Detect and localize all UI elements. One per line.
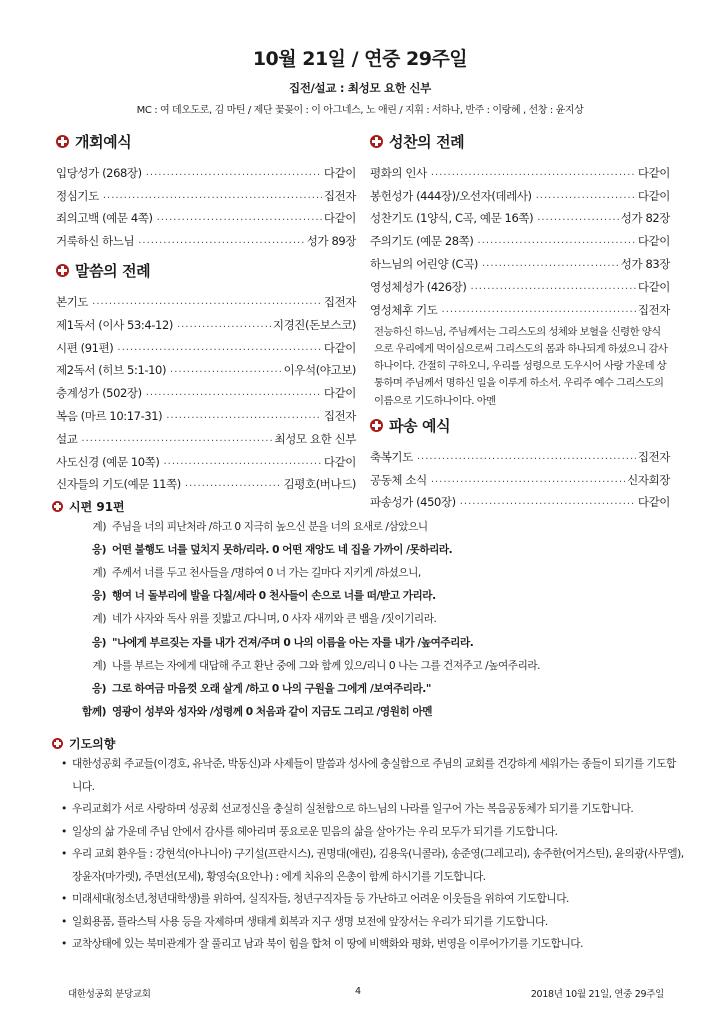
dot-leader <box>92 299 322 310</box>
order-item-label: 제1독서 (이사 53:4-12) <box>56 317 173 332</box>
order-row <box>370 442 670 465</box>
right-column <box>370 128 670 510</box>
order-row <box>56 470 356 493</box>
dot-leader <box>536 193 636 204</box>
order-item-value: 성가 83장 <box>620 256 670 271</box>
order-item-value: 성가 89장 <box>306 234 356 249</box>
section-eucharist <box>370 128 670 410</box>
cross-icon <box>370 419 383 432</box>
order-item-value: 집전자 <box>323 408 356 423</box>
order-list <box>56 287 356 492</box>
verse-speaker: 계) <box>92 567 106 580</box>
order-item-label: 정심기도 <box>56 188 99 203</box>
psalm-verse <box>76 654 676 677</box>
dot-leader <box>537 215 619 226</box>
order-row <box>370 226 670 249</box>
dot-leader <box>146 170 322 181</box>
verse-speaker: 응) <box>91 544 106 557</box>
prayer-item: • 대한성공회 주교들(이경호, 유낙준, 박동신)과 사제들이 말씀과 성사에 충실함으로 주님의 교회를 건강하게 세워가는 종들이 되기를 기도합니다. <box>62 753 684 798</box>
psalm-verse <box>76 584 676 607</box>
prayers-title: 기도의향 <box>69 737 116 751</box>
section-word <box>56 257 356 492</box>
verse-text: 네가 사자와 독사 위를 짓밟고 /다니며, 0 사자 새끼와 큰 뱀을 /짓이기리라. <box>112 613 437 626</box>
dot-leader <box>138 238 305 249</box>
verse-speaker: 함께) <box>82 705 106 718</box>
order-item-label: 입당성가 (268장) <box>56 165 142 180</box>
cross-icon <box>56 264 69 277</box>
section-title: 말씀의 전례 <box>75 261 151 280</box>
dot-leader <box>146 390 322 401</box>
order-row <box>56 204 356 227</box>
order-row <box>56 447 356 470</box>
order-row <box>370 272 670 295</box>
order-item-value: 다같이 <box>637 279 670 294</box>
order-item-label: 주의기도 (예문 28쪽) <box>370 234 474 249</box>
section-heading <box>56 257 356 283</box>
order-row <box>370 465 670 488</box>
ministers-line: MC : 여 데오도로, 김 마틴 / 제단 꽃꽂이 : 이 아그네스, 노 애린 / 지휘 : 서하나, 반주 : 이랑혜 , 선창 : 윤지상 <box>136 105 584 116</box>
post-communion-prayer: 전능하신 하느님, 주님께서는 그리스도의 성체와 보혈을 신령한 양식으로 우리에게 먹이심으로써 그리스도의 몸과 하나되게 하셨으니 감사하나이다. 간절히 구하오니, 우리를 성령으로 도우시어 사랑 가운데 상통하며 주님께서 명하신 일을 이루게 하소서. 우리주 예수 그리스도의 이름으로 기도하나이다. 아멘 <box>374 325 668 407</box>
order-item-label: 복음 (마르 10:17-31) <box>56 408 163 423</box>
psalm-verse <box>76 561 676 584</box>
cross-icon <box>52 738 63 749</box>
order-item-value: 다같이 <box>637 495 670 510</box>
order-item-value: 다같이 <box>637 165 670 180</box>
psalm-heading <box>52 498 125 515</box>
order-item-label: 거룩하신 하느님 <box>56 234 135 249</box>
order-item-value: 다같이 <box>323 386 356 401</box>
verse-text: 주님을 너의 피난처라 /하고 0 지극히 높으신 분을 너의 요새로 /삼았으니 <box>112 521 428 534</box>
psalm-verse <box>76 538 676 561</box>
order-item-label: 죄의고백 (예문 4쪽) <box>56 211 153 226</box>
prayers-heading <box>52 735 115 752</box>
section-dismissal <box>370 412 670 510</box>
verse-text: 나를 부르는 자에게 대답해 주고 환난 중에 그와 함께 있으/리니 0 나는 그를 건져주고 /높여주리라. <box>112 659 541 672</box>
section-title: 성찬의 전례 <box>389 132 465 151</box>
section-title: 파송 예식 <box>389 416 451 435</box>
order-row <box>56 226 356 249</box>
section-heading <box>56 128 356 154</box>
order-row <box>56 333 356 356</box>
section-heading <box>370 412 670 438</box>
order-item-value: 다같이 <box>323 165 356 180</box>
order-item-label: 시편 (91편) <box>56 340 114 355</box>
page-title: 10월 21일 / 연중 29주일 <box>252 48 468 70</box>
order-item-label: 봉헌성가 (444장)/오선자(데레사) <box>370 188 532 203</box>
footer-church: 대한성공회 분당교회 <box>68 989 151 1000</box>
dot-leader <box>442 307 636 318</box>
order-item-label: 평화의 인사 <box>370 165 427 180</box>
order-row <box>370 181 670 204</box>
dot-leader <box>117 345 321 356</box>
section-heading <box>370 128 670 154</box>
dot-leader <box>166 413 322 424</box>
order-item-label: 영성체성가 (426장) <box>370 279 467 294</box>
order-row <box>56 310 356 333</box>
order-item-label: 신자들의 기도(예문 11쪽) <box>56 477 181 492</box>
dot-leader <box>163 459 321 470</box>
dot-leader <box>157 215 322 226</box>
order-item-value: 지경진(돈보스코) <box>272 317 356 332</box>
verse-speaker: 계) <box>92 659 106 672</box>
order-row <box>370 249 670 272</box>
celebrant-line: 집전/설교 : 최성모 요한 신부 <box>289 81 431 95</box>
order-item-label: 영성체후 기도 <box>370 302 438 317</box>
verse-text: 행여 너 돌부리에 발을 다칠/세라 0 천사들이 손으로 너를 떠/받고 가리라. <box>112 590 436 603</box>
order-item-label: 성찬기도 (1양식, C곡, 예문 16쪽) <box>370 211 534 226</box>
footer-page-number: 4 <box>355 986 361 997</box>
verse-text: 주께서 너를 두고 천사들을 /명하여 0 너 가는 길마다 지키게 /하셨으니, <box>112 567 421 580</box>
order-row <box>56 356 356 379</box>
order-item-value: 성가 82장 <box>620 211 670 226</box>
cross-icon <box>370 135 383 148</box>
order-list <box>56 158 356 249</box>
prayer-intentions <box>62 753 684 956</box>
order-item-value: 다같이 <box>323 211 356 226</box>
order-item-value: 신자회장 <box>627 472 670 487</box>
order-item-label: 설교 <box>56 431 78 446</box>
cross-icon <box>56 135 69 148</box>
order-row <box>370 488 670 511</box>
order-item-value: 다같이 <box>637 188 670 203</box>
order-item-value: 김평호(버나드) <box>283 477 356 492</box>
prayer-item: • 교착상태에 있는 북미관계가 잘 풀리고 남과 북이 힘을 합쳐 이 땅에 비핵화와 평화, 번영을 이루어가기를 기도합니다. <box>62 933 684 956</box>
prayer-item: • 일회용품, 플라스틱 사용 등을 자제하며 생태계 회복과 지구 생명 보전에 앞장서는 우리가 되기를 기도합니다. <box>62 911 684 934</box>
order-item-label: 하느님의 어린양 (C곡) <box>370 256 478 271</box>
order-item-label: 축복기도 <box>370 449 413 464</box>
order-item-label: 본기도 <box>56 294 89 309</box>
psalm-verse <box>76 607 676 630</box>
order-item-value: 이우석(야고보) <box>283 363 356 378</box>
prayer-item: • 우리교회가 서로 사랑하며 성공회 선교정신을 충실히 실천함으로 하느님의 나라를 일구어 가는 복음공동체가 되기를 기도합니다. <box>62 798 684 821</box>
dot-leader <box>170 367 282 378</box>
verse-speaker: 응) <box>91 682 106 695</box>
order-item-label: 파송성가 (450장) <box>370 495 456 510</box>
order-row <box>370 295 670 318</box>
verse-text: 영광이 성부와 성자와 /성령께 0 처음과 같이 지금도 그리고 /영원히 아멘 <box>112 705 433 718</box>
prayer-item: • 일상의 삶 가운데 주님 안에서 감사를 헤아리며 풍요로운 믿음의 삶을 살아가는 우리 모두가 되기를 기도합니다. <box>62 821 684 844</box>
verse-speaker: 계) <box>92 521 106 534</box>
order-item-label: 사도신경 (예문 10쪽) <box>56 454 160 469</box>
dot-leader <box>81 436 272 447</box>
order-item-value: 다같이 <box>323 454 356 469</box>
section-title: 개회예식 <box>75 132 132 151</box>
order-item-label: 공동체 소식 <box>370 472 427 487</box>
psalm-verse <box>76 700 676 723</box>
order-item-value: 다같이 <box>637 234 670 249</box>
order-item-value: 집전자 <box>323 188 356 203</box>
psalm-verse <box>76 677 676 700</box>
prayer-item: • 미래세대(청소년,청년대학생)를 위하여, 실직자들, 청년구직자들 등 가난하고 어려운 이웃들을 위하여 기도합니다. <box>62 888 684 911</box>
verse-speaker: 계) <box>92 613 106 626</box>
order-item-value: 집전자 <box>323 294 356 309</box>
order-item-value: 최성모 요한 신부 <box>274 431 356 446</box>
order-item-value: 다같이 <box>323 340 356 355</box>
order-row <box>56 287 356 310</box>
dot-leader <box>482 261 619 272</box>
order-row <box>56 181 356 204</box>
psalm-verses <box>76 515 676 723</box>
order-row <box>56 378 356 401</box>
psalm-verse <box>76 630 676 653</box>
order-list <box>370 158 670 318</box>
left-column <box>56 128 356 492</box>
section-opening <box>56 128 356 249</box>
order-item-label: 층계성가 (502장) <box>56 386 142 401</box>
order-row <box>370 158 670 181</box>
cross-icon <box>52 501 63 512</box>
order-row <box>370 204 670 227</box>
order-row <box>56 158 356 181</box>
verse-text: 어떤 불행도 너를 덮치지 못하/리라. 0 어떤 재앙도 네 집을 가까이 /못하리라. <box>112 544 453 557</box>
dot-leader <box>477 238 635 249</box>
dot-leader <box>460 499 636 510</box>
verse-text: 그로 하여금 마음껏 오래 살게 /하고 0 나의 구원을 그에게 /보여주리라." <box>112 682 431 695</box>
order-item-value: 집전자 <box>637 302 670 317</box>
footer-date: 2018년 10월 21일, 연중 29주일 <box>530 989 664 1000</box>
order-item-value: 집전자 <box>637 449 670 464</box>
dot-leader <box>103 193 322 204</box>
order-item-label: 제2독서 (히브 5:1-10) <box>56 363 167 378</box>
dot-leader <box>431 170 636 181</box>
dot-leader <box>470 284 635 295</box>
dot-leader <box>177 322 271 333</box>
dot-leader <box>431 477 625 488</box>
order-row <box>56 424 356 447</box>
order-row <box>56 401 356 424</box>
dot-leader <box>417 454 636 465</box>
dot-leader <box>185 481 282 492</box>
prayer-item: • 우리 교회 환우들 : 강현석(아나니아) 구기설(프란시스), 권명대(애린), 김용욱(니콜라), 송준영(그레고리), 송주한(어거스틴), 윤의광(사무엘), 장윤자(마가렛), 주면선(모세), 황영숙(요안나) : 에게 치유의 은총이 함께 하시기를 기도합니다. <box>62 843 684 888</box>
psalm-title: 시편 91편 <box>69 500 125 514</box>
verse-speaker: 응) <box>91 590 106 603</box>
verse-speaker: 응) <box>91 636 106 649</box>
verse-text: "나에게 부르짖는 자를 내가 건져/주며 0 나의 이름을 아는 자를 내가 /높여주리라. <box>112 636 474 649</box>
order-list <box>370 442 670 510</box>
psalm-verse <box>76 515 676 538</box>
